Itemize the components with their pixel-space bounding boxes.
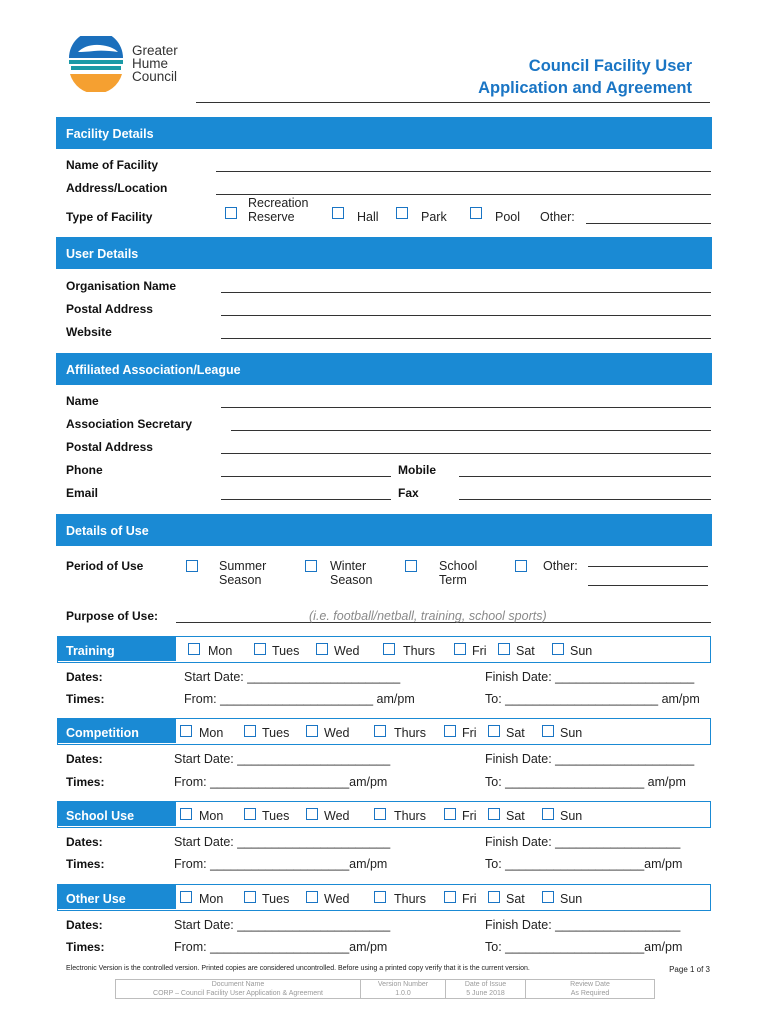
recreation-label-1: Recreation xyxy=(248,196,309,210)
competition-fri-label: Fri xyxy=(462,726,477,740)
summer-label-2: Season xyxy=(219,573,262,587)
training-sat-label: Sat xyxy=(516,644,535,658)
purpose-hint: (i.e. football/netball, training, school sports) xyxy=(309,609,547,623)
page-title-line2: Application and Agreement xyxy=(478,79,692,97)
training-thurs-label: Thurs xyxy=(403,644,435,658)
recreation-reserve-checkbox[interactable] xyxy=(225,207,237,219)
other-tues-label: Tues xyxy=(262,892,290,906)
park-label: Park xyxy=(421,210,447,224)
school-use-title: School Use xyxy=(58,802,176,826)
other-tues-checkbox[interactable] xyxy=(244,891,256,903)
school-sun-label: Sun xyxy=(560,809,583,823)
other-wed-checkbox[interactable] xyxy=(306,891,318,903)
school-label-1: School xyxy=(439,559,478,573)
school-dates-label: Dates: xyxy=(66,835,103,849)
title-rule xyxy=(196,102,710,103)
training-sun-label: Sun xyxy=(570,644,593,658)
other-sat-label: Sat xyxy=(506,892,525,906)
review-value: As Required xyxy=(570,989,610,997)
period-other-field-1[interactable] xyxy=(588,566,708,567)
other-fri-checkbox[interactable] xyxy=(444,891,456,903)
training-dates-label: Dates: xyxy=(66,670,103,684)
association-header: Affiliated Association/League xyxy=(56,353,712,385)
other-use-row xyxy=(57,884,711,911)
other-finish-date[interactable]: Finish Date: __________________ xyxy=(485,918,681,932)
competition-start-date[interactable]: Start Date: ______________________ xyxy=(174,752,391,766)
competition-tues-checkbox[interactable] xyxy=(244,725,256,737)
version-heading: Version Number xyxy=(377,981,429,988)
other-mon-checkbox[interactable] xyxy=(180,891,192,903)
other-fri-label: Fri xyxy=(462,892,477,906)
training-wed-label: Wed xyxy=(334,644,360,658)
logo-text-3: Council xyxy=(132,69,178,84)
competition-sat-checkbox[interactable] xyxy=(488,725,500,737)
document-control-table xyxy=(115,979,655,999)
school-term-checkbox[interactable] xyxy=(405,560,417,572)
period-other-field-2[interactable] xyxy=(588,585,708,586)
issue-cell xyxy=(446,980,526,998)
version-cell xyxy=(361,980,446,998)
school-tues-checkbox[interactable] xyxy=(244,808,256,820)
purpose-label: Purpose of Use: xyxy=(66,609,159,623)
school-sat-checkbox[interactable] xyxy=(488,808,500,820)
winter-label-1: Winter xyxy=(330,559,367,573)
assoc-postal-label: Postal Address xyxy=(66,440,153,454)
school-thurs-label: Thurs xyxy=(394,809,426,823)
competition-sun-label: Sun xyxy=(560,726,583,740)
facility-name-label: Name of Facility xyxy=(66,158,159,172)
school-sat-label: Sat xyxy=(506,809,525,823)
logo-text-1: Greater xyxy=(132,43,178,58)
facility-other-label: Other: xyxy=(540,210,575,224)
fax-field[interactable] xyxy=(459,499,711,500)
training-tues-label: Tues xyxy=(272,644,300,658)
other-mon-label: Mon xyxy=(199,892,224,906)
version-value: 1.0.0 xyxy=(395,989,411,997)
assoc-secretary-field[interactable] xyxy=(231,430,711,431)
doc-name-value: CORP – Council Facility User Application & Agreement xyxy=(153,989,323,997)
user-details-header: User Details xyxy=(56,237,712,269)
school-mon-checkbox[interactable] xyxy=(180,808,192,820)
competition-thurs-label: Thurs xyxy=(394,726,426,740)
email-label: Email xyxy=(66,486,99,500)
other-sat-checkbox[interactable] xyxy=(488,891,500,903)
issue-heading: Date of Issue xyxy=(464,981,507,988)
mobile-field[interactable] xyxy=(459,476,711,477)
training-fri-label: Fri xyxy=(472,644,487,658)
competition-finish-date[interactable]: Finish Date: ____________________ xyxy=(485,752,695,766)
other-wed-label: Wed xyxy=(324,892,350,906)
summer-label-1: Summer xyxy=(219,559,267,573)
school-use-row xyxy=(57,801,711,828)
doc-name-cell xyxy=(116,980,361,998)
training-times-label: Times: xyxy=(66,692,105,706)
organisation-name-label: Organisation Name xyxy=(66,279,177,293)
period-other-label: Other: xyxy=(543,559,578,573)
pool-label: Pool xyxy=(495,210,521,224)
other-start-date[interactable]: Start Date: ______________________ xyxy=(174,918,391,932)
other-sun-checkbox[interactable] xyxy=(542,891,554,903)
pool-checkbox[interactable] xyxy=(470,207,482,219)
organisation-name-field[interactable] xyxy=(221,292,711,293)
park-checkbox[interactable] xyxy=(396,207,408,219)
facility-other-field[interactable] xyxy=(586,223,711,224)
competition-row xyxy=(57,718,711,745)
review-cell xyxy=(526,980,654,998)
other-sun-label: Sun xyxy=(560,892,583,906)
page-number: Page 1 of 3 xyxy=(669,965,710,974)
assoc-secretary-label: Association Secretary xyxy=(66,417,193,431)
other-times-label: Times: xyxy=(66,940,105,954)
school-tues-label: Tues xyxy=(262,809,290,823)
logo-mark-icon xyxy=(66,36,126,92)
competition-fri-checkbox[interactable] xyxy=(444,725,456,737)
training-finish-date[interactable]: Finish Date: ____________________ xyxy=(485,670,695,684)
hall-label: Hall xyxy=(357,210,379,224)
training-sat-checkbox[interactable] xyxy=(498,643,510,655)
issue-value: 5 June 2018 xyxy=(466,989,505,997)
school-start-date[interactable]: Start Date: ______________________ xyxy=(174,835,391,849)
logo-text-2: Hume xyxy=(132,56,169,71)
winter-label-2: Season xyxy=(330,573,373,587)
facility-name-field[interactable] xyxy=(216,171,711,172)
page-title-line1: Council Facility User xyxy=(528,57,692,75)
competition-to-time[interactable]: To: ____________________ am/pm xyxy=(485,775,686,789)
competition-thurs-checkbox[interactable] xyxy=(374,725,386,737)
recreation-label-2: Reserve xyxy=(248,210,295,224)
doc-name-heading: Document Name xyxy=(211,981,265,988)
training-sun-checkbox[interactable] xyxy=(552,643,564,655)
training-to-time[interactable]: To: ______________________ am/pm xyxy=(485,692,700,706)
other-thurs-label: Thurs xyxy=(394,892,426,906)
phone-field[interactable] xyxy=(221,476,391,477)
school-fri-checkbox[interactable] xyxy=(444,808,456,820)
assoc-name-field[interactable] xyxy=(221,407,711,408)
assoc-name-label: Name xyxy=(66,394,99,408)
summer-season-checkbox[interactable] xyxy=(186,560,198,572)
facility-address-field[interactable] xyxy=(216,194,711,195)
school-from-time[interactable]: From: ____________________am/pm xyxy=(174,857,388,871)
mobile-label: Mobile xyxy=(398,463,436,477)
training-mon-label: Mon xyxy=(208,644,233,658)
competition-wed-checkbox[interactable] xyxy=(306,725,318,737)
fax-label: Fax xyxy=(398,486,419,500)
hall-checkbox[interactable] xyxy=(332,207,344,219)
review-heading: Review Date xyxy=(570,981,610,988)
training-row xyxy=(57,636,711,663)
training-fri-checkbox[interactable] xyxy=(454,643,466,655)
training-from-time[interactable]: From: ______________________ am/pm xyxy=(184,692,415,706)
competition-sat-label: Sat xyxy=(506,726,525,740)
other-thurs-checkbox[interactable] xyxy=(374,891,386,903)
website-label: Website xyxy=(66,325,112,339)
facility-type-label: Type of Facility xyxy=(66,210,153,224)
competition-wed-label: Wed xyxy=(324,726,350,740)
school-sun-checkbox[interactable] xyxy=(542,808,554,820)
details-of-use-header: Details of Use xyxy=(56,514,712,546)
training-start-date[interactable]: Start Date: ______________________ xyxy=(184,670,401,684)
user-postal-field[interactable] xyxy=(221,315,711,316)
competition-sun-checkbox[interactable] xyxy=(542,725,554,737)
school-label-2: Term xyxy=(439,573,467,587)
other-use-title: Other Use xyxy=(58,885,176,909)
user-postal-label: Postal Address xyxy=(66,302,153,316)
competition-tues-label: Tues xyxy=(262,726,290,740)
other-from-time[interactable]: From: ____________________am/pm xyxy=(174,940,388,954)
winter-season-checkbox[interactable] xyxy=(305,560,317,572)
other-dates-label: Dates: xyxy=(66,918,103,932)
council-logo xyxy=(66,36,196,92)
school-mon-label: Mon xyxy=(199,809,224,823)
other-to-time[interactable]: To: ____________________am/pm xyxy=(485,940,683,954)
competition-dates-label: Dates: xyxy=(66,752,103,766)
school-fri-label: Fri xyxy=(462,809,477,823)
training-wed-checkbox[interactable] xyxy=(316,643,328,655)
controlled-version-notice: Electronic Version is the controlled version. Printed copies are considered uncontrolled. Before using a printed copy verify that it is the current version. xyxy=(66,965,530,972)
training-mon-checkbox[interactable] xyxy=(188,643,200,655)
competition-times-label: Times: xyxy=(66,775,105,789)
competition-mon-label: Mon xyxy=(199,726,224,740)
training-tues-checkbox[interactable] xyxy=(254,643,266,655)
email-field[interactable] xyxy=(221,499,391,500)
website-field[interactable] xyxy=(221,338,711,339)
school-wed-label: Wed xyxy=(324,809,350,823)
school-times-label: Times: xyxy=(66,857,105,871)
school-finish-date[interactable]: Finish Date: __________________ xyxy=(485,835,681,849)
facility-address-label: Address/Location xyxy=(66,181,168,195)
period-other-checkbox[interactable] xyxy=(515,560,527,572)
competition-from-time[interactable]: From: ____________________am/pm xyxy=(174,775,388,789)
school-thurs-checkbox[interactable] xyxy=(374,808,386,820)
facility-details-header: Facility Details xyxy=(56,117,712,149)
training-title: Training xyxy=(58,637,176,661)
assoc-postal-field[interactable] xyxy=(221,453,711,454)
period-of-use-label: Period of Use xyxy=(66,559,144,573)
school-to-time[interactable]: To: ____________________am/pm xyxy=(485,857,683,871)
training-thurs-checkbox[interactable] xyxy=(383,643,395,655)
school-wed-checkbox[interactable] xyxy=(306,808,318,820)
phone-label: Phone xyxy=(66,463,103,477)
competition-mon-checkbox[interactable] xyxy=(180,725,192,737)
competition-title: Competition xyxy=(58,719,176,743)
